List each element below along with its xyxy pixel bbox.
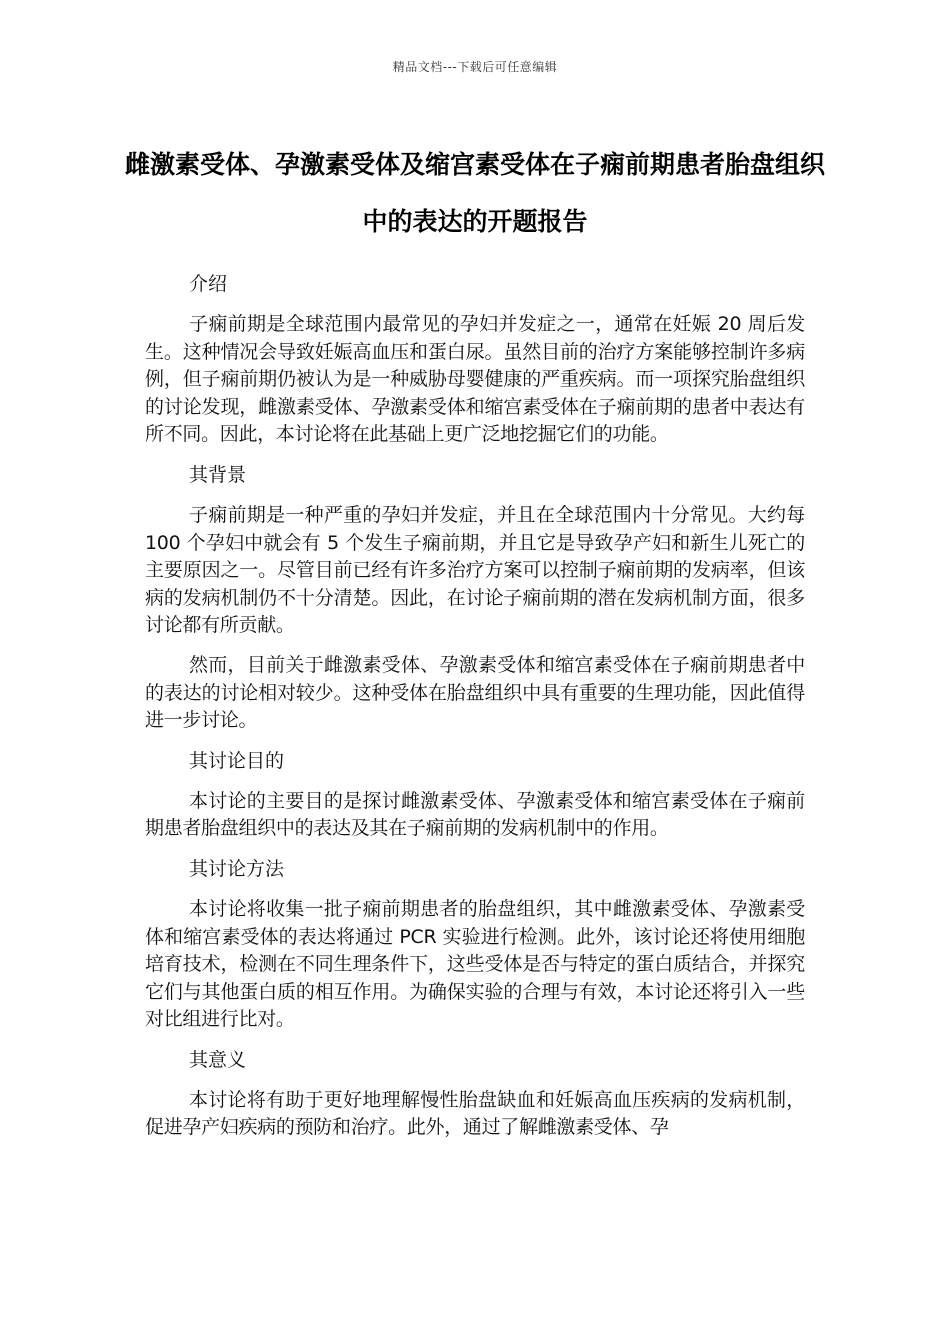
paragraph: 然而，目前关于雌激素受体、孕激素受体和缩宫素受体在子痫前期患者中的表达的讨论相对较少。这种受体在胎盘组织中具有重要的生理功能，因此值得进一步讨论。 <box>145 653 805 732</box>
document-title: 雌激素受体、孕激素受体及缩宫素受体在子痫前期患者胎盘组织中的表达的开题报告 <box>124 150 825 236</box>
paragraph: 本讨论将收集一批子痫前期患者的胎盘组织，其中雌激素受体、孕激素受体和缩宫素受体的表达将通过 PCR 实验进行检测。此外，该讨论还将使用细胞培育技术，检测在不同生理条件下，这些受体是否与特定的蛋白质结合，并探究它们与其他蛋白质的相互作用。为确保实验的合理与有效，本讨论还将引入一些对比组进行比对。 <box>145 897 805 1031</box>
section-heading-purpose: 其讨论目的 <box>189 749 285 772</box>
paragraph: 本讨论将有助于更好地理解慢性胎盘缺血和妊娠高血压疾病的发病机制，促进孕产妇疾病的预防和治疗。此外，通过了解雌激素受体、孕 <box>145 1088 805 1139</box>
page-watermark: 精品文档---下载后可任意编辑 <box>392 60 558 74</box>
section-heading-methods: 其讨论方法 <box>189 857 285 880</box>
paragraph: 本讨论的主要目的是探讨雌激素受体、孕激素受体和缩宫素受体在子痫前期患者胎盘组织中的表达及其在子痫前期的发病机制中的作用。 <box>145 789 805 840</box>
section-heading-significance: 其意义 <box>189 1048 247 1071</box>
paragraph: 子痫前期是一种严重的孕妇并发症，并且在全球范围内十分常见。大约每 100 个孕妇中就会有 5 个发生子痫前期，并且它是导致孕产妇和新生儿死亡的主要原因之一。尽管目前已经有许多治疗方案可以控制子痫前期的发病率，但该病的发病机制仍不十分清楚。因此，在讨论子痫前期的潜在发病机制方面，很多讨论都有所贡献。 <box>145 503 805 637</box>
paragraph: 子痫前期是全球范围内最常见的孕妇并发症之一，通常在妊娠 20 周后发生。这种情况会导致妊娠高血压和蛋白尿。虽然目前的治疗方案能够控制许多病例，但子痫前期仍被认为是一种威胁母婴健康的严重疾病。而一项探究胎盘组织的讨论发现，雌激素受体、孕激素受体和缩宫素受体在子痫前期的患者中表达有所不同。因此，本讨论将在此基础上更广泛地挖掘它们的功能。 <box>145 313 805 446</box>
section-heading-intro: 介绍 <box>189 273 228 295</box>
section-heading-background: 其背景 <box>189 463 247 486</box>
document-body <box>145 270 805 1154</box>
